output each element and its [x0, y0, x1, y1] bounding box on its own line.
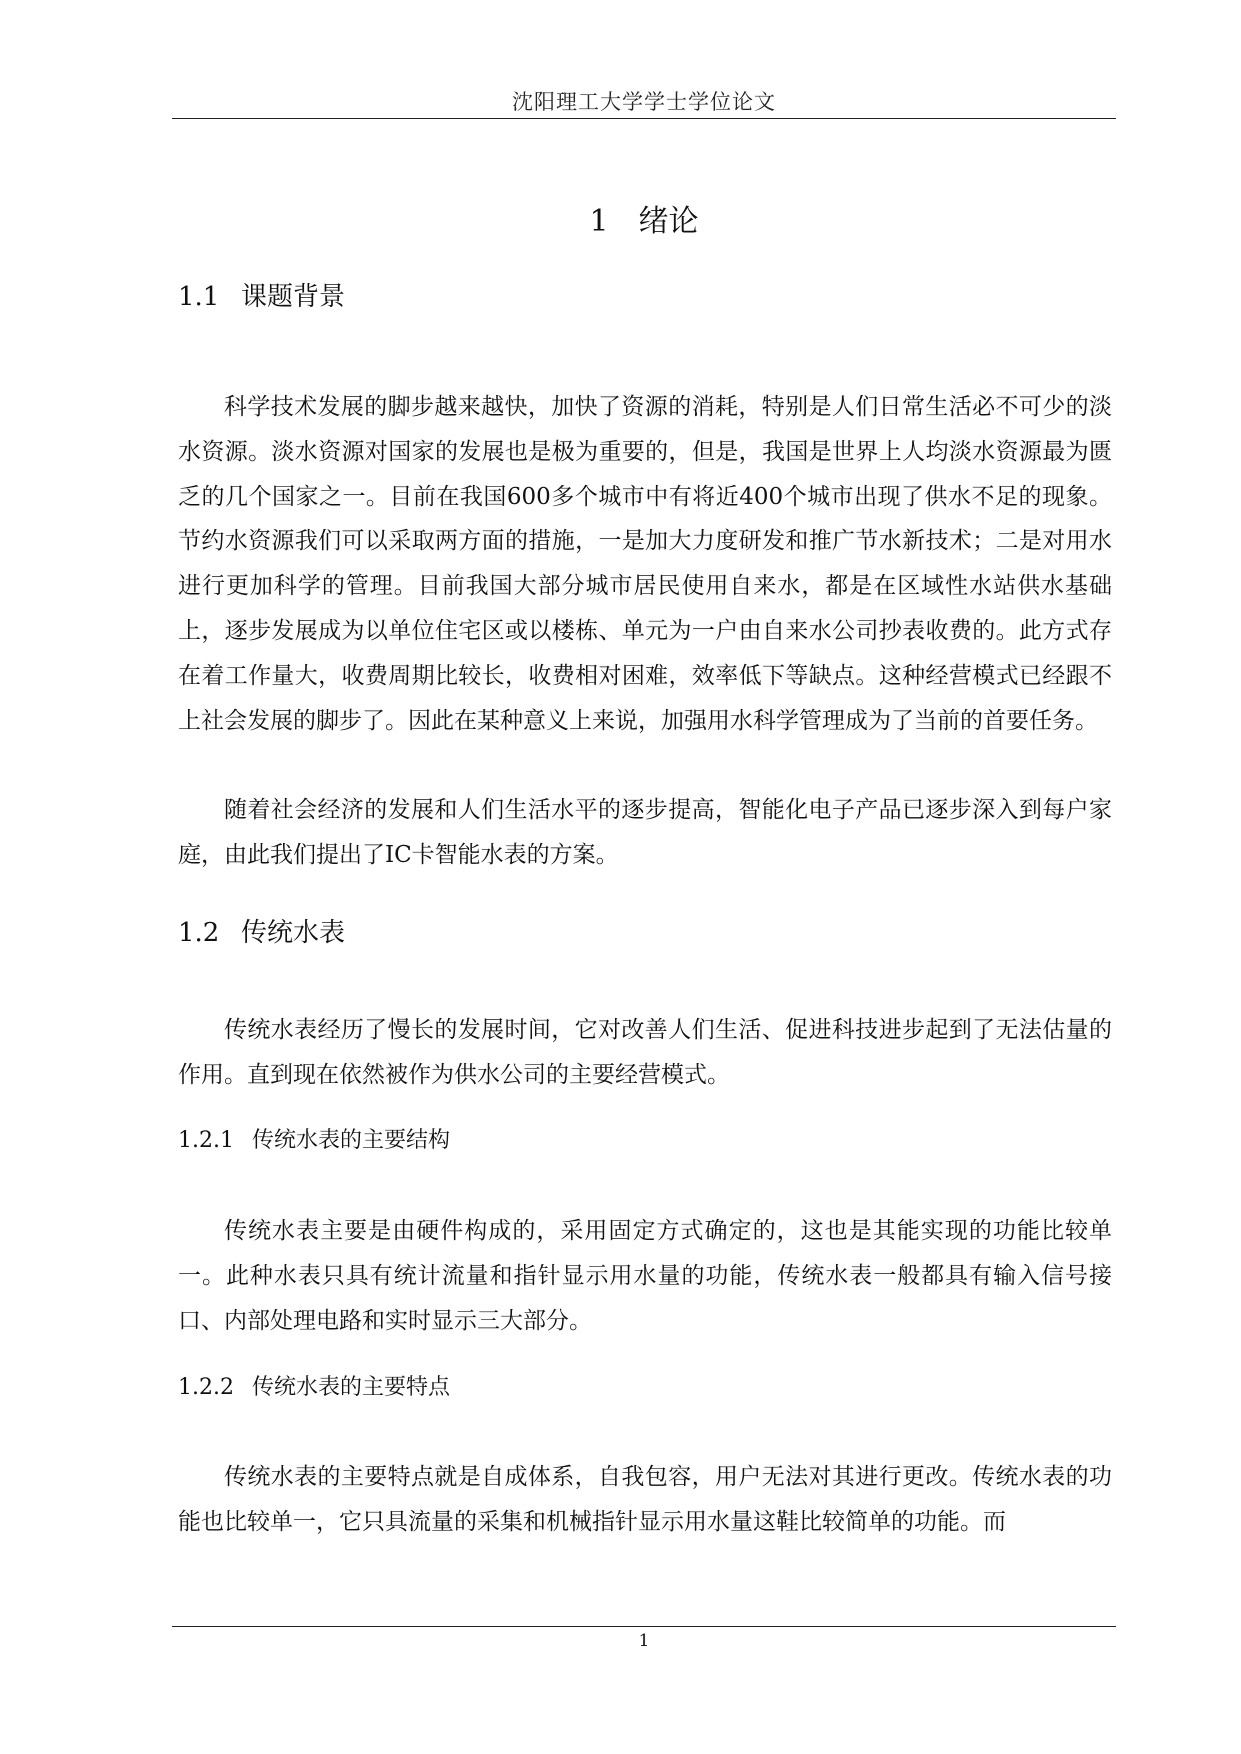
- section-number: 1.1: [178, 282, 220, 312]
- subsection-heading-1-2-1: [178, 1123, 450, 1154]
- section-number: 1.2: [178, 918, 220, 948]
- body-paragraph: 传统水表主要是由硬件构成的，采用固定方式确定的，这也是其能实现的功能比较单一。此种水表只具有统计流量和指针显示用水量的功能，传统水表一般都具有输入信号接口、内部处理电路和实时显示三大部分。: [178, 1218, 1112, 1334]
- subsection-heading-1-2-2: [178, 1370, 450, 1401]
- body-paragraph: 科学技术发展的脚步越来越快，加快了资源的消耗，特别是人们日常生活必不可少的淡水资源。淡水资源对国家的发展也是极为重要的，但是，我国是世界上人均淡水资源最为匮乏的几个国家之一。目前在我国600多个城市中有将近400个城市出现了供水不足的现象。节约水资源我们可以采取两方面的措施，一是加大力度研发和推广节水新技术；二是对用水进行更加科学的管理。目前我国大部分城市居民使用自来水，都是在区域性水站供水基础上，逐步发展成为以单位住宅区或以楼栋、单元为一户由自来水公司抄表收费的。此方式存在着工作量大，收费周期比较长，收费相对困难，效率低下等缺点。这种经营模式已经跟不上社会发展的脚步了。因此在某种意义上来说，加强用水科学管理成为了当前的首要任务。: [178, 394, 1112, 734]
- chapter-title-text: 绪论: [638, 204, 699, 239]
- running-header: 沈阳理工大学学士学位论文: [512, 90, 776, 114]
- subsection-number: 1.2.2: [178, 1375, 234, 1400]
- page-number: 1: [638, 1631, 650, 1651]
- header-rule: [172, 118, 1116, 119]
- section-heading-1-2: [178, 912, 345, 949]
- footer-rule: [172, 1626, 1116, 1627]
- section-heading-1-1: [178, 276, 345, 313]
- subsection-number: 1.2.1: [178, 1128, 234, 1153]
- body-paragraph: 传统水表的主要特点就是自成体系，自我包容，用户无法对其进行更改。传统水表的功能也比较单一，它只具流量的采集和机械指针显示用水量这鞋比较简单的功能。而: [178, 1464, 1112, 1535]
- subsection-title: 传统水表的主要特点: [252, 1375, 451, 1400]
- section-title: 课题背景: [241, 282, 346, 312]
- body-paragraph: 随着社会经济的发展和人们生活水平的逐步提高，智能化电子产品已逐步深入到每户家庭，由此我们提出了IC卡智能水表的方案。: [178, 797, 1112, 868]
- chapter-number: 1: [589, 204, 609, 239]
- section-title: 传统水表: [241, 918, 346, 948]
- body-paragraph: 传统水表经历了慢长的发展时间，它对改善人们生活、促进科技进步起到了无法估量的作用。直到现在依然被作为供水公司的主要经营模式。: [178, 1017, 1112, 1088]
- chapter-title: [172, 196, 1116, 240]
- subsection-title: 传统水表的主要结构: [252, 1128, 451, 1153]
